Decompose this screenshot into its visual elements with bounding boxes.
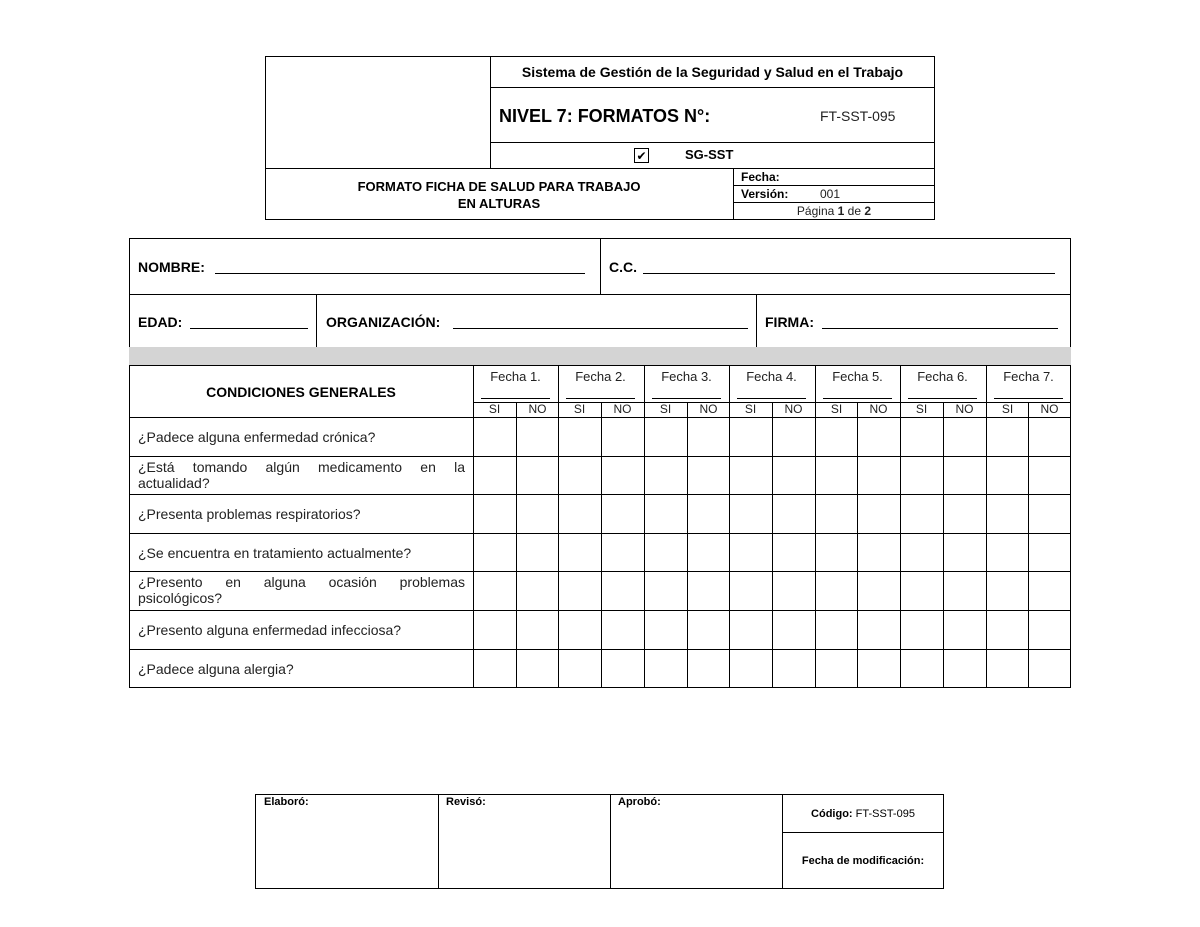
codigo-cell [782,808,944,820]
si-answer-cell[interactable] [986,610,1029,649]
no-answer-cell[interactable] [1028,417,1071,456]
edad-field[interactable] [190,328,308,329]
no-answer-cell[interactable] [943,571,986,610]
page-total: 2 [864,204,872,218]
si-answer-cell[interactable] [558,417,601,456]
fecha-label: Fecha: [741,170,780,184]
no-answer-cell[interactable] [601,571,644,610]
header-divider [733,202,935,203]
si-answer-cell[interactable] [900,610,943,649]
question-text: ¿Está tomando algún medicamento en la actualidad? [138,459,465,491]
si-answer-cell[interactable] [558,456,601,494]
si-answer-cell[interactable] [729,571,772,610]
date-header: Fecha 2. [575,369,626,384]
si-answer-cell[interactable] [473,494,516,533]
si-answer-cell[interactable] [815,649,858,688]
cc-label: C.C. [609,259,637,275]
aprobo-label: Aprobó: [618,796,661,808]
si-answer-cell[interactable] [729,610,772,649]
elaboro-label: Elaboró: [264,796,309,808]
si-answer-cell[interactable] [644,456,687,494]
no-answer-cell[interactable] [857,610,900,649]
fecha-modificacion-label: Fecha de modificación: [801,855,925,867]
si-header: SI [659,402,672,416]
no-answer-cell[interactable] [857,533,900,571]
date-field[interactable] [481,398,550,399]
question-text: ¿Padece alguna enfermedad crónica? [138,429,376,445]
version-value: 001 [820,187,841,201]
date-header: Fecha 4. [746,369,797,384]
nombre-field[interactable] [215,273,585,274]
system-title: Sistema de Gestión de la Seguridad y Salud en el Trabajo [521,64,904,80]
date-field[interactable] [823,398,892,399]
date-header: Fecha 1. [490,369,541,384]
nombre-label: NOMBRE: [138,259,205,275]
si-answer-cell[interactable] [473,610,516,649]
question-text: ¿Presenta problemas respiratorios? [138,506,361,522]
si-answer-cell[interactable] [558,533,601,571]
no-answer-cell[interactable] [857,571,900,610]
firma-field[interactable] [822,328,1058,329]
si-answer-cell[interactable] [644,571,687,610]
si-answer-cell[interactable] [815,533,858,571]
no-answer-cell[interactable] [601,494,644,533]
question-text: ¿Presento alguna enfermedad infecciosa? [138,622,402,638]
no-answer-cell[interactable] [601,649,644,688]
form-title-line1: FORMATO FICHA DE SALUD PARA TRABAJO [357,179,641,194]
reviso-label: Revisó: [446,796,486,808]
date-header: Fecha 6. [917,369,968,384]
si-answer-cell[interactable] [815,571,858,610]
level-label: NIVEL 7: FORMATOS N°: [499,106,711,126]
si-answer-cell[interactable] [815,494,858,533]
no-answer-cell[interactable] [772,533,815,571]
no-answer-cell[interactable] [687,610,730,649]
no-answer-cell[interactable] [601,417,644,456]
checkbox-icon: ✔ [634,148,649,163]
no-answer-cell[interactable] [943,417,986,456]
no-answer-cell[interactable] [857,494,900,533]
no-answer-cell[interactable] [516,417,559,456]
si-answer-cell[interactable] [729,494,772,533]
no-header: NO [784,402,803,416]
page-number [733,204,935,218]
si-answer-cell[interactable] [986,417,1029,456]
no-answer-cell[interactable] [772,571,815,610]
si-answer-cell[interactable] [473,533,516,571]
si-answer-cell[interactable] [900,571,943,610]
si-answer-cell[interactable] [986,649,1029,688]
si-answer-cell[interactable] [473,571,516,610]
field-divider [316,294,317,348]
header-divider [490,142,935,143]
no-answer-cell[interactable] [601,456,644,494]
no-answer-cell[interactable] [687,571,730,610]
si-answer-cell[interactable] [900,649,943,688]
no-answer-cell[interactable] [857,456,900,494]
si-answer-cell[interactable] [644,417,687,456]
codigo-value: FT-SST-095 [855,808,915,820]
conditions-title: CONDICIONES GENERALES [206,384,396,400]
cc-field[interactable] [643,273,1055,274]
si-answer-cell[interactable] [729,417,772,456]
page-mid: de [847,204,862,218]
field-divider [600,238,601,295]
si-answer-cell[interactable] [729,456,772,494]
si-answer-cell[interactable] [986,456,1029,494]
no-answer-cell[interactable] [687,494,730,533]
no-header: NO [528,402,547,416]
section-separator [129,347,1071,366]
page-prefix: Página [796,204,835,218]
no-answer-cell[interactable] [1028,494,1071,533]
question-text: ¿Presento en alguna ocasión problemas psicológicos? [138,574,465,606]
si-answer-cell[interactable] [473,456,516,494]
si-answer-cell[interactable] [900,533,943,571]
si-header: SI [488,402,501,416]
no-header: NO [613,402,632,416]
no-answer-cell[interactable] [1028,571,1071,610]
si-answer-cell[interactable] [900,494,943,533]
footer-divider [610,794,611,889]
no-header: NO [1040,402,1059,416]
no-answer-cell[interactable] [772,417,815,456]
no-answer-cell[interactable] [772,610,815,649]
si-answer-cell[interactable] [815,610,858,649]
si-answer-cell[interactable] [644,533,687,571]
no-answer-cell[interactable] [516,571,559,610]
no-answer-cell[interactable] [687,417,730,456]
date-field[interactable] [737,398,806,399]
no-answer-cell[interactable] [687,533,730,571]
question-text: ¿Padece alguna alergia? [138,661,294,677]
no-answer-cell[interactable] [601,533,644,571]
no-header: NO [699,402,718,416]
si-answer-cell[interactable] [986,494,1029,533]
no-answer-cell[interactable] [1028,456,1071,494]
firma-label: FIRMA: [765,314,814,330]
form-title-line2: EN ALTURAS [457,196,541,211]
version-label: Versión: [741,187,789,201]
no-answer-cell[interactable] [1028,649,1071,688]
date-field[interactable] [652,398,721,399]
no-answer-cell[interactable] [943,456,986,494]
format-code: FT-SST-095 [820,108,896,124]
si-header: SI [744,402,757,416]
si-answer-cell[interactable] [986,571,1029,610]
header-divider [265,168,935,169]
no-answer-cell[interactable] [1028,533,1071,571]
no-answer-cell[interactable] [601,610,644,649]
no-answer-cell[interactable] [516,649,559,688]
no-answer-cell[interactable] [772,649,815,688]
si-header: SI [915,402,928,416]
date-field[interactable] [994,398,1063,399]
no-answer-cell[interactable] [516,610,559,649]
no-answer-cell[interactable] [943,610,986,649]
footer-divider [782,832,944,833]
si-answer-cell[interactable] [558,610,601,649]
no-answer-cell[interactable] [1028,610,1071,649]
no-answer-cell[interactable] [857,417,900,456]
field-divider [756,294,757,348]
si-answer-cell[interactable] [558,649,601,688]
organizacion-label: ORGANIZACIÓN: [326,314,441,330]
no-answer-cell[interactable] [516,533,559,571]
si-answer-cell[interactable] [644,610,687,649]
no-header: NO [955,402,974,416]
si-answer-cell[interactable] [815,456,858,494]
no-answer-cell[interactable] [772,456,815,494]
codigo-label: Código: [811,808,853,820]
no-answer-cell[interactable] [772,494,815,533]
no-answer-cell[interactable] [687,456,730,494]
no-answer-cell[interactable] [857,649,900,688]
si-answer-cell[interactable] [729,649,772,688]
si-answer-cell[interactable] [900,417,943,456]
si-answer-cell[interactable] [986,533,1029,571]
date-header: Fecha 3. [661,369,712,384]
si-answer-cell[interactable] [473,649,516,688]
sg-sst-label: SG-SST [685,147,734,162]
si-answer-cell[interactable] [558,494,601,533]
no-answer-cell[interactable] [516,456,559,494]
si-answer-cell[interactable] [815,417,858,456]
si-answer-cell[interactable] [729,533,772,571]
date-field[interactable] [566,398,635,399]
si-header: SI [1001,402,1014,416]
organizacion-field[interactable] [453,328,748,329]
edad-label: EDAD: [138,314,183,330]
no-header: NO [869,402,888,416]
no-answer-cell[interactable] [516,494,559,533]
header-divider [733,185,935,186]
si-answer-cell[interactable] [644,494,687,533]
no-answer-cell[interactable] [943,649,986,688]
date-header: Fecha 5. [832,369,883,384]
si-answer-cell[interactable] [900,456,943,494]
field-divider [129,294,1071,295]
si-answer-cell[interactable] [558,571,601,610]
form-title [265,178,733,212]
si-header: SI [573,402,586,416]
si-answer-cell[interactable] [473,417,516,456]
footer-divider [438,794,439,889]
no-answer-cell[interactable] [943,494,986,533]
no-answer-cell[interactable] [687,649,730,688]
date-field[interactable] [908,398,977,399]
si-header: SI [830,402,843,416]
header-divider [490,87,935,88]
question-text: ¿Se encuentra en tratamiento actualmente? [138,545,412,561]
no-answer-cell[interactable] [943,533,986,571]
si-answer-cell[interactable] [644,649,687,688]
date-header: Fecha 7. [1003,369,1054,384]
page-current: 1 [837,204,845,218]
